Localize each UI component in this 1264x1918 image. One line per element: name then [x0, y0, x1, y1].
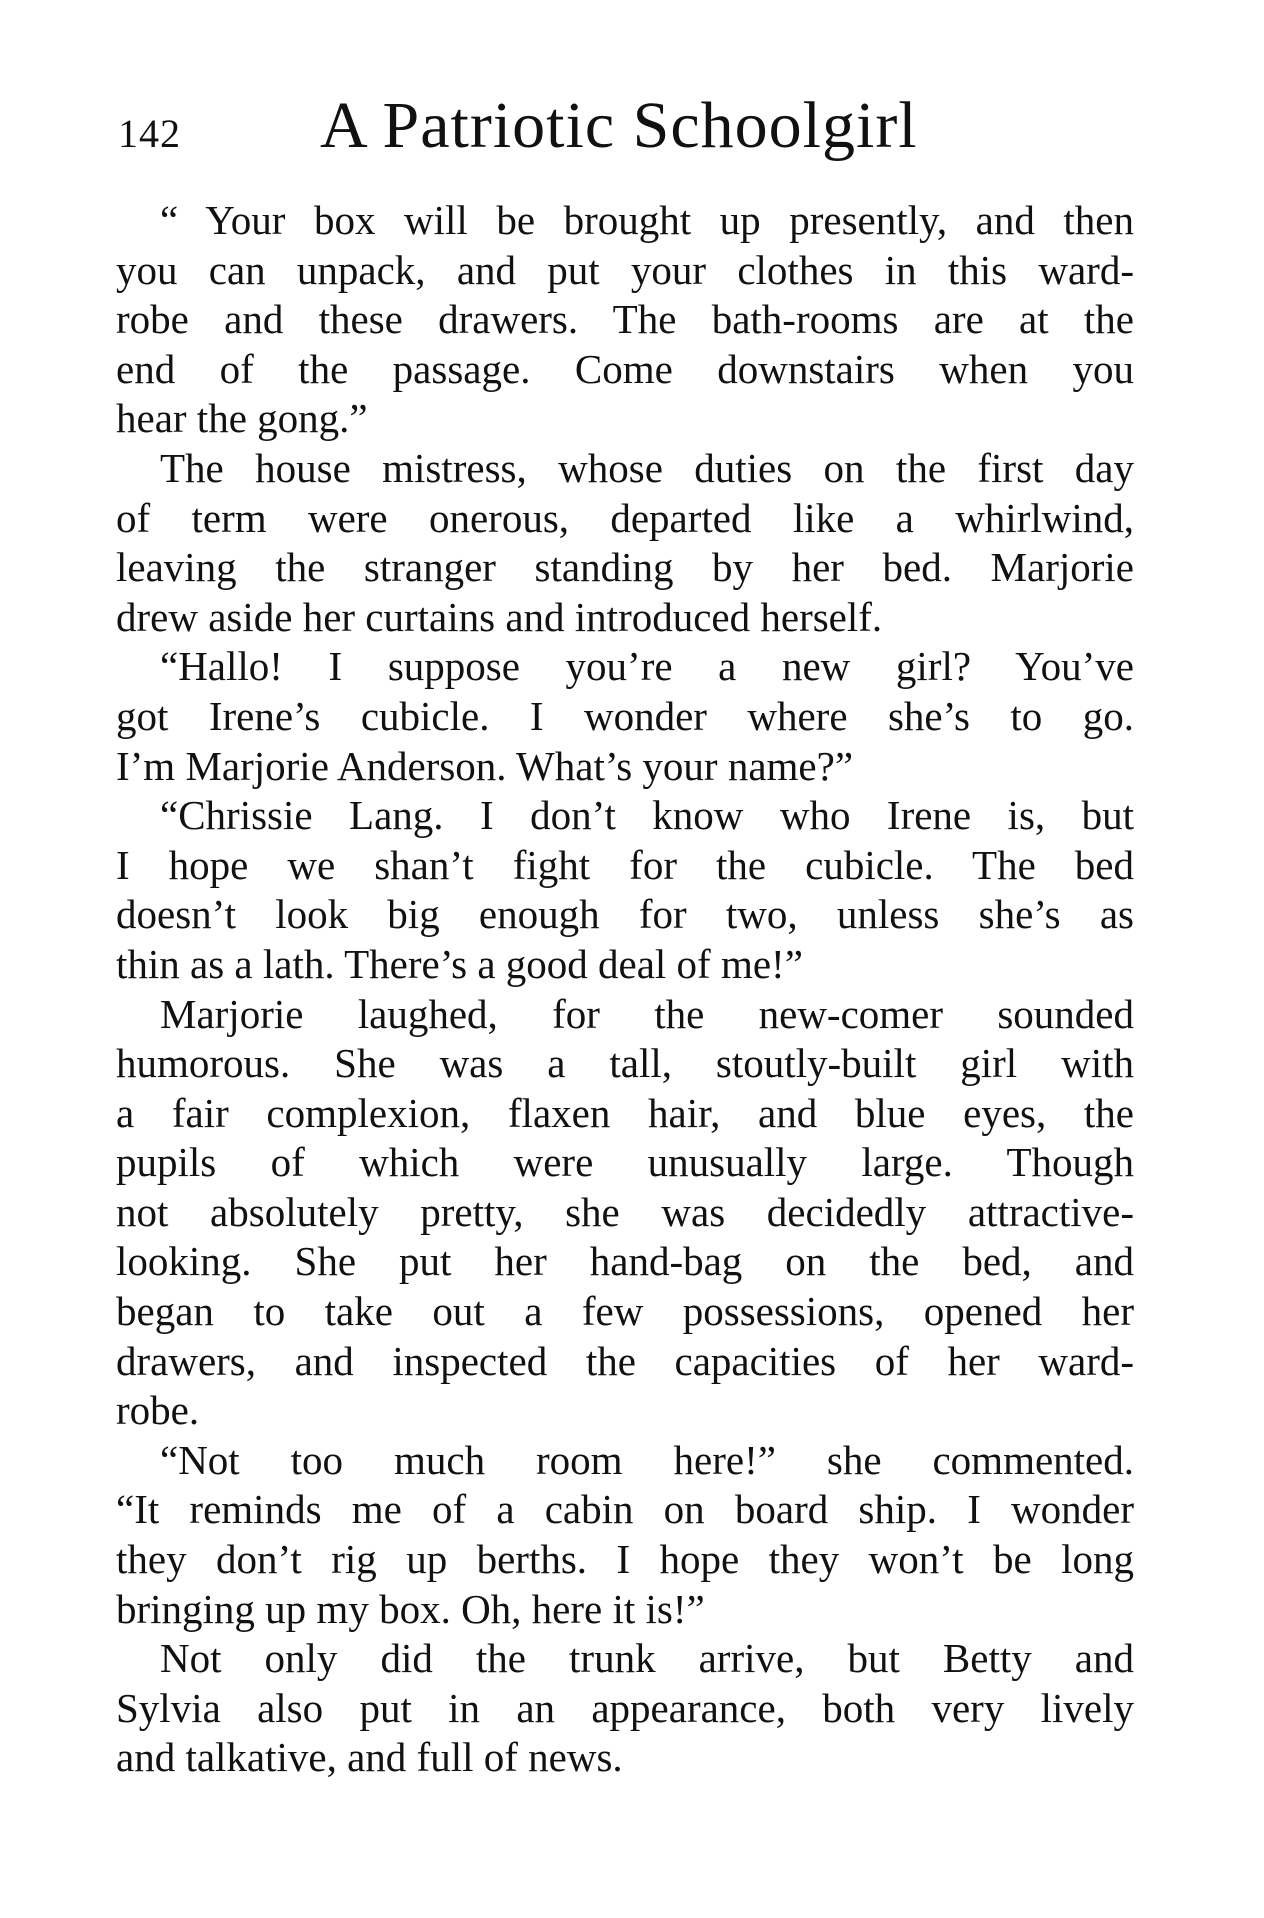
page-number: 142 — [118, 111, 181, 156]
text-line: began to take out a few possessions, opened her — [116, 1288, 1134, 1335]
text-line: pupils of which were unusually large. Though — [116, 1139, 1134, 1186]
body-text — [116, 196, 1134, 1783]
text-line: drawers, and inspected the capacities of her ward- — [116, 1337, 1134, 1384]
text-line: bringing up my box. Oh, here it is!” — [116, 1585, 705, 1632]
text-line: Not only did the trunk arrive, but Betty and — [160, 1635, 1134, 1682]
running-title: A Patriotic Schoolgirl — [320, 89, 918, 162]
page-header — [112, 88, 1132, 168]
text-line: “Chrissie Lang. I don’t know who Irene is, but — [160, 792, 1134, 839]
text-line: leaving the stranger standing by her bed. Marjorie — [116, 544, 1134, 591]
text-line: “Hallo! I suppose you’re a new girl? You’ve — [160, 643, 1134, 690]
text-line: not absolutely pretty, she was decidedly attractive- — [116, 1188, 1134, 1235]
text-line: end of the passage. Come downstairs when you — [116, 345, 1134, 392]
text-line: thin as a lath. There’s a good deal of me!” — [116, 940, 803, 987]
text-line: The house mistress, whose duties on the first day — [160, 444, 1134, 491]
text-line: looking. She put her hand-bag on the bed, and — [116, 1238, 1134, 1285]
text-line: Marjorie laughed, for the new-comer sounded — [160, 990, 1134, 1037]
text-line: drew aside her curtains and introduced herself. — [116, 593, 883, 640]
text-line: humorous. She was a tall, stoutly-built girl with — [116, 1040, 1134, 1087]
text-line: of term were onerous, departed like a whirlwind, — [116, 494, 1134, 541]
text-line: and talkative, and full of news. — [116, 1734, 623, 1781]
text-line: got Irene’s cubicle. I wonder where she’s to go. — [116, 692, 1134, 739]
text-line: Sylvia also put in an appearance, both very lively — [116, 1684, 1134, 1731]
text-line: I’m Marjorie Anderson. What’s your name?” — [116, 742, 854, 789]
text-line: “It reminds me of a cabin on board ship. I wonder — [116, 1486, 1134, 1533]
text-line: I hope we shan’t fight for the cubicle. The bed — [116, 841, 1134, 888]
text-line: “Not too much room here!” she commented. — [160, 1436, 1134, 1483]
text-line: you can unpack, and put your clothes in this ward- — [116, 246, 1134, 293]
text-line: a fair complexion, flaxen hair, and blue eyes, the — [116, 1089, 1134, 1136]
text-line: they don’t rig up berths. I hope they won’t be long — [116, 1536, 1134, 1583]
text-line: doesn’t look big enough for two, unless she’s as — [116, 891, 1134, 938]
text-line: robe. — [116, 1387, 200, 1434]
text-line: robe and these drawers. The bath-rooms are at the — [116, 296, 1134, 343]
text-line: “ Your box will be brought up presently, and then — [160, 197, 1134, 243]
text-line: hear the gong.” — [116, 395, 368, 442]
